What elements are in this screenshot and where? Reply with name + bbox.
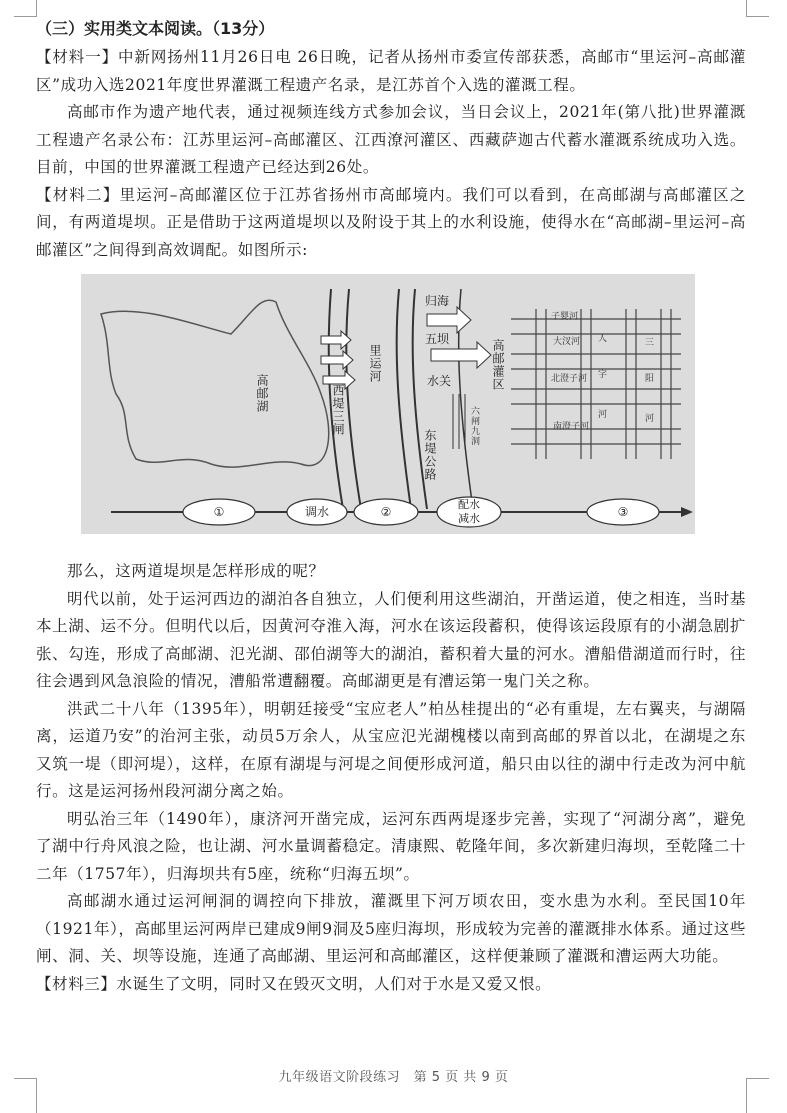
west-dike-line-2: [346, 289, 361, 509]
label-guihai: 归海: [425, 294, 450, 308]
map-label-he-1: 河: [598, 410, 608, 420]
map-label-ziying: 子婴河: [551, 312, 579, 322]
corner-mark-top-left: [14, 0, 37, 17]
history-paragraph-3: 明弘治三年（1490年），康济河开凿完成，运河东西两堤逐步完善，实现了“河湖分离”，避免了湖中行舟风浪之险，也让湖、河水量调蓄稳定。清康熙、乾隆年间，多次新建归海坝，至乾隆二十二年（1757年），归海坝共有5座，统称“归海五坝”。: [36, 809, 746, 883]
lake-outline: [101, 300, 329, 467]
map-label-beicheng: 北澄子河: [551, 374, 588, 384]
material3-text-1: 水诞生了文明，同时又在毁灭文明，人们对于水是又爱又恨。: [116, 974, 552, 993]
map-label-nancheng: 南澄子河: [553, 422, 590, 432]
history-section: [36, 558, 746, 998]
material1-paragraph-1: [36, 44, 746, 99]
material3-tag: 【材料三】: [36, 974, 117, 993]
map-label-he-2: 河: [645, 414, 655, 424]
label-irrigation: 高邮灌区: [491, 339, 505, 391]
section-title: （三）实用类文本阅读。（13分）: [36, 19, 275, 38]
label-east-dike: 东堤公路: [423, 429, 437, 481]
label-lake: 高邮湖: [255, 374, 269, 413]
map-label-san: 三: [645, 338, 655, 348]
corner-mark-top-right: [746, 0, 769, 17]
map-label-dacha: 大汊河: [553, 337, 581, 347]
label-canal: 里运河: [368, 344, 382, 383]
circle-label-diaoshui: 调水: [304, 505, 329, 519]
page-content: [36, 18, 746, 998]
map-label-ren: 人: [598, 334, 608, 344]
history-paragraph-1: 明代以前，处于运河西边的湖泊各自独立，人们便利用这些湖泊，开凿运道，使之相连，当时基本上湖、运不分。但明代以后，因黄河夺淮入海，河水在该运段蓄积，使得该运段原有的小湖急剧扩张、勾连，形成了高邮湖、氾光湖、邵伯湖等大的湖泊，蓄积着大量的河水。漕船借湖道而行时，往往会遇到风急浪险的情况，漕船常遭翻覆。高邮湖更是有漕运第一鬼门关之称。: [36, 589, 746, 690]
irrigation-diagram: [81, 274, 695, 534]
label-wuba: 五坝: [425, 332, 450, 346]
material2-tag: 【材料二】: [36, 185, 120, 204]
circle-label-1: ①: [213, 505, 225, 519]
circle-label-3: ③: [617, 505, 629, 519]
history-paragraph-4: 高邮湖水通过运河闸洞的调控向下排放，灌溉里下河万顷农田，变水患为水利。至民国10年（1921年），高邮里运河两岸已建成9闸9洞及5座归海坝，形成较为完善的灌溉排水体系。通过这些闸、洞、关、坝等设施，连通了高邮湖、里运河和高邮灌区，这样便兼顾了灌溉和漕运两大功能。: [36, 892, 746, 965]
east-dike-line: [397, 289, 411, 509]
west-sluice-arrows: [321, 331, 355, 389]
axis-arrowhead: [681, 507, 693, 517]
page-footer: 九年级语文阶段练习 第 5 页 共 9 页: [278, 1070, 509, 1085]
material2-text-1: 里运河–高邮灌区位于江苏省扬州市高邮境内。我们可以看到，在高邮湖与高邮灌区之间，有两道堤坝。正是借助于这两道堤坝以及附设于其上的水利设施，使得水在“高邮湖–里运河–高邮灌区”之间得到高效调配。如图所示:: [36, 185, 746, 259]
map-label-yang: 阳: [645, 374, 655, 384]
label-liuzha: 六闸九洞: [469, 406, 479, 446]
map-label-zi: 字: [598, 370, 608, 380]
material1-paragraph-2: 高邮市作为遗产地代表，通过视频连线方式参加会议，当日会议上，2021年(第八批)世界灌溉工程遗产名录公布：江苏里运河–高邮灌区、江西潦河灌区、西藏萨迦古代蓄水灌溉系统成功入选。目前，中国的世界灌溉工程遗产已经达到26处。: [36, 103, 746, 176]
question-paragraph: 那么，这两道堤坝是怎样形成的呢？: [67, 562, 325, 580]
material2-paragraph-1: [36, 182, 746, 265]
circle-label-2: ②: [380, 505, 392, 519]
material3-paragraph-1: [36, 971, 746, 999]
label-west-dike: 西堤三闸: [331, 384, 345, 436]
history-paragraph-2: 洪武二十八年（1395年），明朝廷接受“宝应老人”柏丛桂提出的“必有重堤，左右翼夹，与湖隔离，运道乃安”的治河主张，动员5万余人，从宝应氾光湖槐楼以南到高邮的界首以北，在湖堤之东又筑一堤（即河堤），这样，在原有湖堤与河堤之间便形成河道，船只由以往的湖中行走改为河中航行。这是运河扬州段河湖分离之始。: [36, 699, 746, 800]
circle-label-peishui: 配水减水: [458, 498, 480, 525]
diagram-drawing: [81, 274, 695, 534]
label-shuiguan: 水关: [427, 374, 452, 388]
material1-text-1: 中新网扬州11月26日电 26日晚，记者从扬州市委宣传部获悉，高邮市“里运河–高邮灌区”成功入选2021年度世界灌溉工程遗产名录，是江苏首个入选的灌溉工程。: [36, 48, 746, 94]
material1-tag: 【材料一】: [36, 48, 119, 66]
irrigation-grid: [511, 309, 681, 459]
